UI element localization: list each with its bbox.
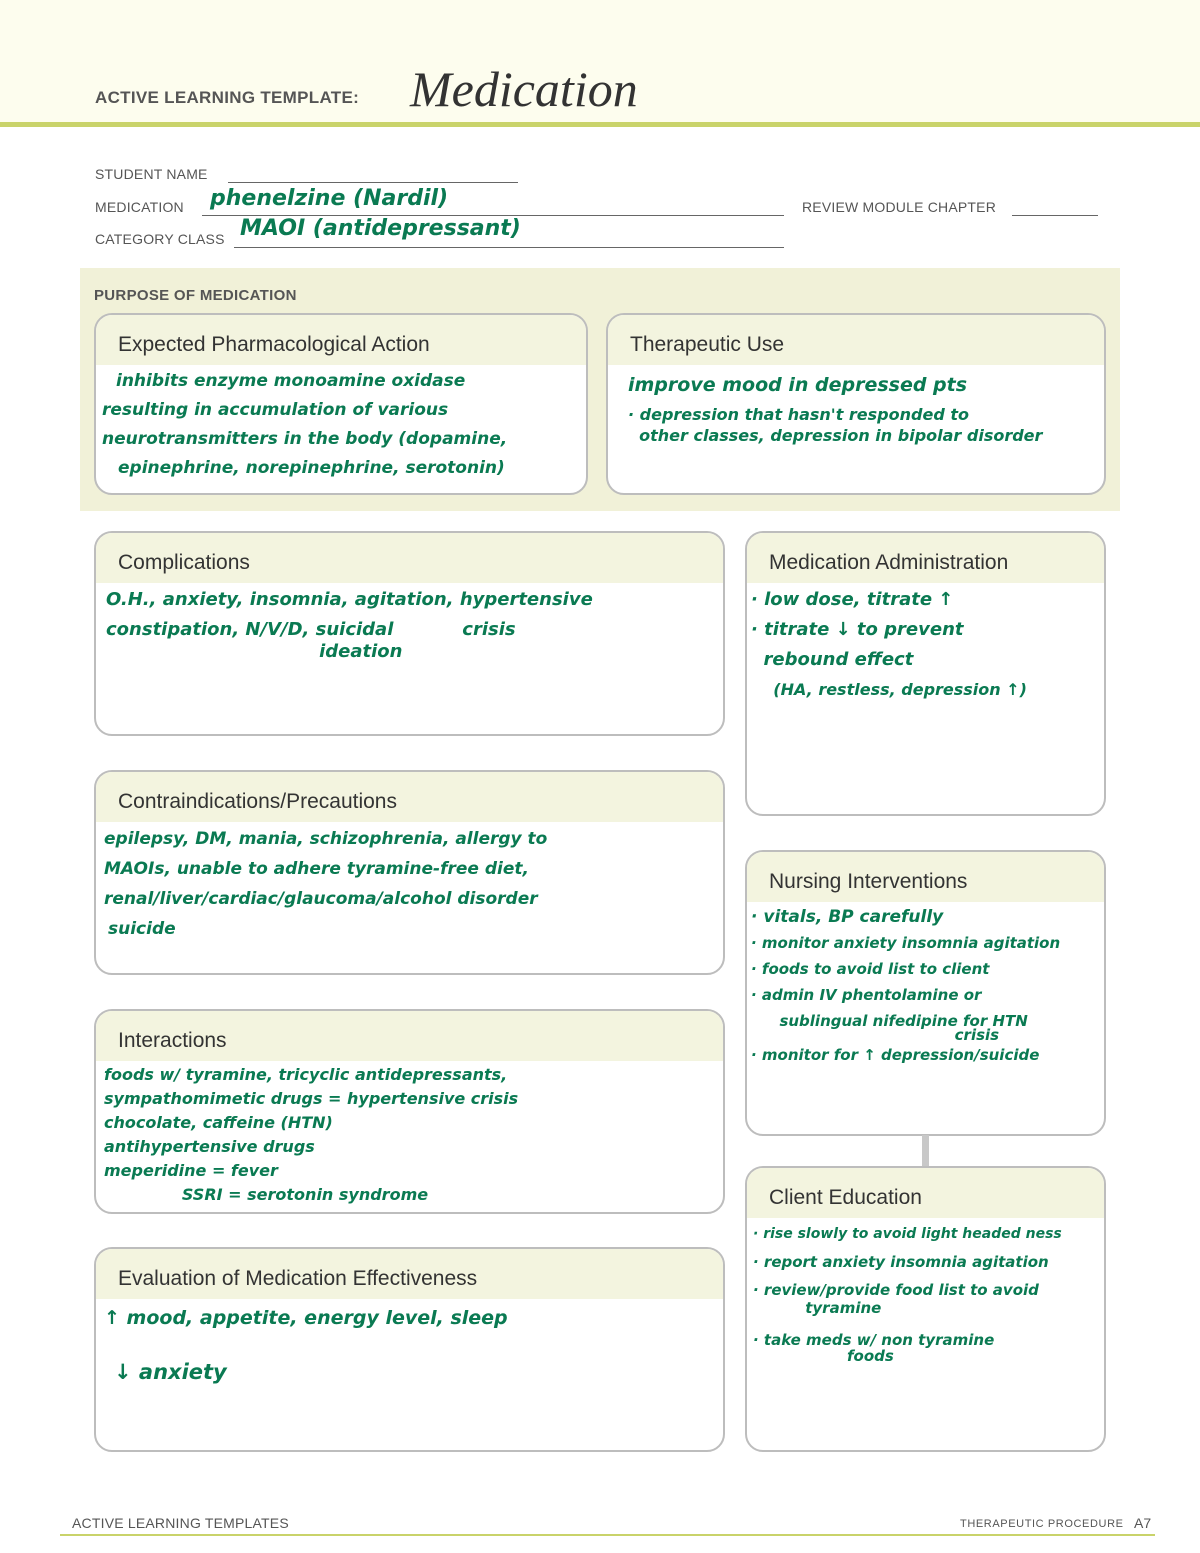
note-line: · depression that hasn't responded to	[628, 405, 969, 424]
footer-rule	[60, 1534, 1155, 1536]
note-line: MAOIs, unable to adhere tyramine-free diet,	[104, 859, 529, 879]
note-line: meperidine = fever	[104, 1161, 278, 1180]
page-title: Medication	[410, 61, 638, 117]
medication-administration-box[interactable]	[745, 531, 1106, 816]
medication-administration-notes	[751, 585, 1100, 810]
note-line: other classes, depression in bipolar disorder	[628, 426, 1043, 445]
note-line: SSRI = serotonin syndrome	[154, 1185, 429, 1204]
client-education-title: Client Education	[769, 1186, 922, 1209]
note-line: · titrate ↓ to prevent	[751, 619, 964, 640]
note-line: epilepsy, DM, mania, schizophrenia, allergy to	[104, 829, 548, 849]
note-line: · monitor for ↑ depression/suicide	[751, 1046, 1040, 1064]
review-module-line	[1012, 215, 1098, 216]
nursing-interventions-title: Nursing Interventions	[769, 870, 968, 893]
interactions-title: Interactions	[118, 1029, 227, 1052]
note-line	[104, 1335, 719, 1355]
note-line: · vitals, BP carefully	[751, 907, 944, 927]
student-name-line	[228, 182, 518, 183]
therapeutic-use-box[interactable]	[606, 313, 1106, 495]
nursing-interventions-notes	[751, 904, 1100, 1130]
note-line: · review/provide food list to avoid	[753, 1281, 1039, 1299]
note-line: foods w/ tyramine, tricyclic antidepressants,	[104, 1065, 508, 1084]
note-line: rebound effect	[751, 649, 914, 670]
student-name-label: STUDENT NAME	[95, 166, 208, 182]
category-class-label: CATEGORY CLASS	[95, 231, 225, 247]
contraindications-box[interactable]	[94, 770, 725, 975]
contraindications-title: Contraindications/Precautions	[118, 790, 397, 813]
evaluation-title: Evaluation of Medication Effectiveness	[118, 1267, 478, 1290]
medication-administration-title: Medication Administration	[769, 551, 1009, 574]
note-line: ↑ mood, appetite, energy level, sleep	[104, 1307, 508, 1329]
note-line: · rise slowly to avoid light headed ness	[753, 1226, 1062, 1242]
note-line: · take meds w/ non tyramine	[753, 1331, 995, 1349]
note-line: · report anxiety insomnia agitation	[753, 1253, 1049, 1271]
nursing-interventions-box[interactable]	[745, 850, 1106, 1136]
footer-right: THERAPEUTIC PROCEDURE	[960, 1518, 1124, 1530]
note-line: constipation, N/V/D, suicidal crisis	[106, 619, 516, 640]
expected-action-box[interactable]	[94, 313, 588, 495]
therapeutic-use-notes	[628, 367, 1100, 489]
template-label: ACTIVE LEARNING TEMPLATE:	[95, 88, 360, 107]
note-line: ↓ anxiety	[114, 1360, 227, 1384]
note-line: foods	[753, 1347, 894, 1365]
note-line: · foods to avoid list to client	[751, 960, 990, 978]
note-line: sublingual nifedipine for HTN	[769, 1012, 1028, 1030]
note-line: antihypertensive drugs	[104, 1137, 315, 1156]
note-line: O.H., anxiety, insomnia, agitation, hypertensive	[106, 589, 593, 610]
page-number: A7	[1134, 1515, 1152, 1531]
expected-action-notes	[102, 367, 582, 489]
header-rule	[0, 122, 1200, 127]
footer-left: ACTIVE LEARNING TEMPLATES	[72, 1515, 289, 1531]
box-connector	[922, 1135, 929, 1166]
category-class-value[interactable]: MAOI (antidepressant)	[240, 216, 521, 241]
evaluation-box[interactable]	[94, 1247, 725, 1452]
note-line: neurotransmitters in the body (dopamine,	[102, 429, 508, 449]
interactions-notes	[104, 1063, 719, 1208]
review-module-label: REVIEW MODULE CHAPTER	[802, 199, 996, 215]
note-line: · low dose, titrate ↑	[751, 589, 954, 610]
note-line: resulting in accumulation of various	[102, 400, 449, 420]
note-line: chocolate, caffeine (HTN)	[104, 1113, 333, 1132]
evaluation-notes	[104, 1301, 719, 1446]
therapeutic-use-title: Therapeutic Use	[630, 333, 785, 356]
contraindications-notes	[104, 824, 719, 969]
medication-label: MEDICATION	[95, 199, 184, 215]
note-line: crisis	[751, 1026, 1000, 1044]
note-line: sympathomimetic drugs = hypertensive crisis	[104, 1089, 519, 1108]
complications-title: Complications	[118, 551, 250, 574]
complications-notes	[106, 585, 719, 730]
note-line: tyramine	[753, 1299, 882, 1317]
note-line: (HA, restless, depression ↑)	[751, 680, 1027, 699]
note-line: · monitor anxiety insomnia agitation	[751, 934, 1061, 952]
interactions-box[interactable]	[94, 1009, 725, 1214]
medication-value[interactable]: phenelzine (Nardil)	[210, 186, 449, 211]
client-education-notes	[753, 1220, 1100, 1446]
note-line: ideation	[106, 641, 403, 662]
note-line: epinephrine, norepinephrine, serotonin)	[118, 458, 505, 478]
note-line: renal/liver/cardiac/glaucoma/alcohol disorder	[104, 889, 538, 909]
note-line: inhibits enzyme monoamine oxidase	[116, 371, 466, 391]
client-education-box[interactable]	[745, 1166, 1106, 1452]
note-line: suicide	[108, 919, 176, 939]
expected-action-title: Expected Pharmacological Action	[118, 333, 430, 356]
complications-box[interactable]	[94, 531, 725, 736]
note-line: improve mood in depressed pts	[628, 374, 968, 396]
note-line: · admin IV phentolamine or	[751, 986, 982, 1004]
category-class-line	[234, 247, 784, 248]
purpose-title: PURPOSE OF MEDICATION	[94, 287, 297, 304]
